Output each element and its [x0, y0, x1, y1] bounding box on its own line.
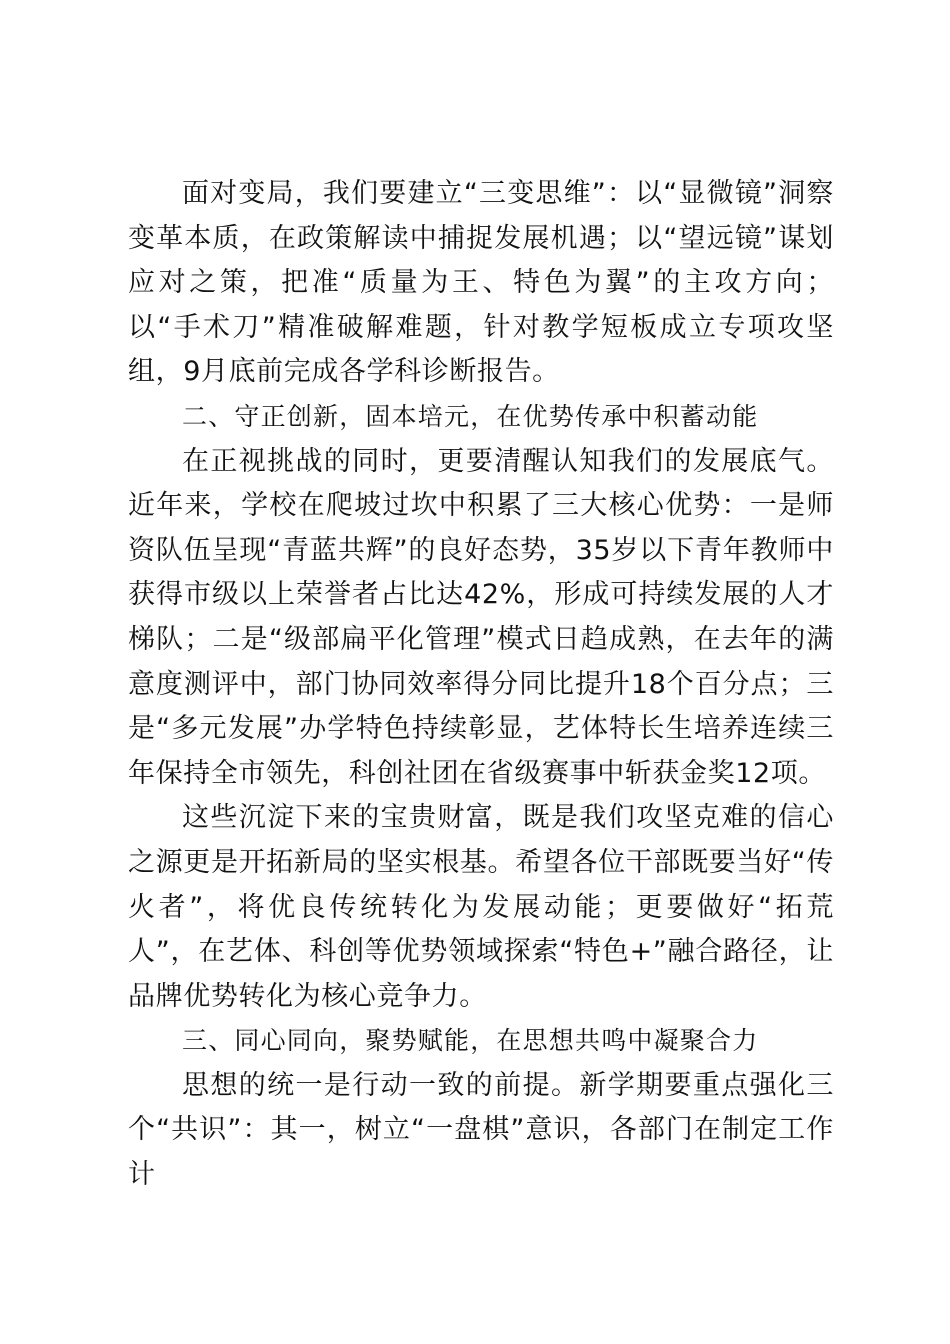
body-paragraph: 这些沉淀下来的宝贵财富，既是我们攻坚克难的信心之源更是开拓新局的坚实根基。希望各位干部既要当好“传火者”，将优良传统转化为发展动能；更要做好“拓荒人”，在艺体、科创等优势领域探索“特色+”融合路径，让品牌优势转化为核心竞争力。 [128, 802, 834, 1012]
body-paragraph: 思想的统一是行动一致的前提。新学期要重点强化三个“共识”：其一，树立“一盘棋”意识，各部门在制定工作计 [128, 1069, 834, 1191]
section-heading: 三、同心同向，聚势赋能，在思想共鸣中凝聚合力 [182, 1026, 759, 1056]
document-body [128, 172, 834, 1198]
section-heading: 二、守正创新，固本培元，在优势传承中积蓄动能 [182, 401, 759, 431]
body-paragraph: 在正视挑战的同时，更要清醒认知我们的发展底气。近年来，学校在爬坡过坎中积累了三大核心优势：一是师资队伍呈现“青蓝共辉”的良好态势，35岁以下青年教师中获得市级以上荣誉者占比达42%，形成可持续发展的人才梯队；二是“级部扁平化管理”模式日趋成熟，在去年的满意度测评中，部门协同效率得分同比提升18个百分点；三是“多元发展”办学特色持续彰显，艺体特长生培养连续三年保持全市领先，科创社团在省级赛事中斩获金奖12项。 [128, 445, 834, 789]
body-paragraph: 面对变局，我们要建立“三变思维”：以“显微镜”洞察变革本质，在政策解读中捕捉发展机遇；以“望远镜”谋划应对之策，把准“质量为王、特色为翼”的主攻方向；以“手术刀”精准破解难题，针对教学短板成立专项攻坚组，9月底前完成各学科诊断报告。 [128, 178, 834, 388]
